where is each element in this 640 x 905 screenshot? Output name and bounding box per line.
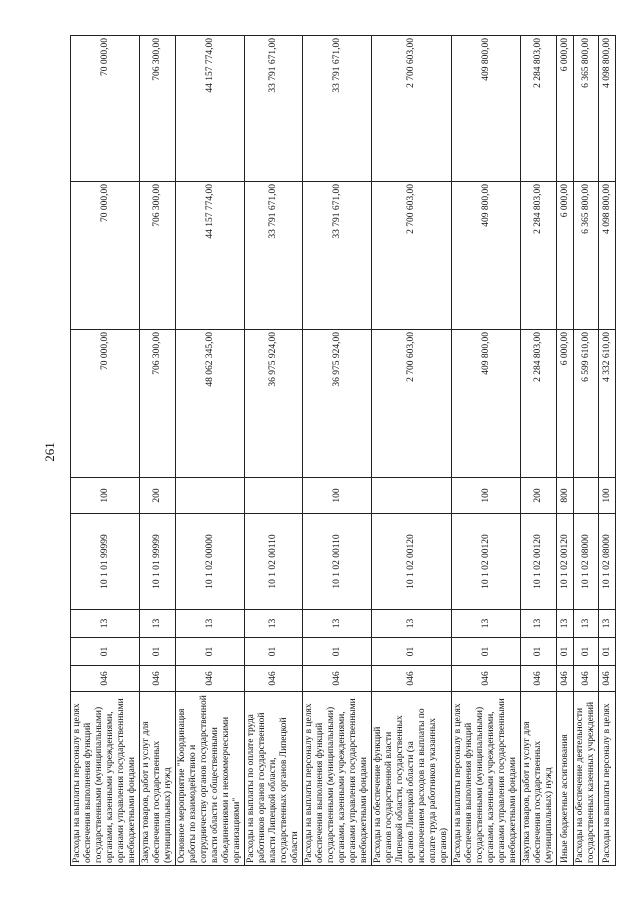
amount-year-3: 2 284 803,00	[521, 36, 557, 182]
ministry-code: 046	[303, 666, 372, 692]
target-article-code: 10 1 02 00120	[521, 514, 557, 610]
amount-year-3: 33 791 671,00	[303, 36, 372, 182]
section-code: 01	[574, 638, 599, 666]
amount-year-1: 6 599 610,00	[574, 330, 599, 478]
table-row	[303, 36, 372, 866]
ministry-code: 046	[452, 666, 521, 692]
amount-year-1: 70 000,00	[71, 330, 140, 478]
amount-year-2: 6 000,00	[557, 182, 574, 330]
expense-type-code	[245, 478, 303, 514]
amount-year-1: 36 975 924,00	[245, 330, 303, 478]
ministry-code: 046	[71, 666, 140, 692]
row-name: Расходы на выплаты по оплате труда работников органов государственной власти Липецкой области, государственных органов Липецкой области	[245, 692, 303, 866]
amount-year-2: 2 284 803,00	[521, 182, 557, 330]
ministry-code: 046	[574, 666, 599, 692]
ministry-code: 046	[245, 666, 303, 692]
row-name: Основное мероприятие "Координация работы по взаимодействию и сотрудничеству органов государственной власти области с общественными объединениями и некоммерческими организациями"	[176, 692, 245, 866]
expense-type-code: 100	[303, 478, 372, 514]
target-article-code: 10 1 02 00120	[557, 514, 574, 610]
amount-year-3: 6 000,00	[557, 36, 574, 182]
table-row	[176, 36, 245, 866]
amount-year-2: 2 700 603,00	[372, 182, 452, 330]
subsection-code: 13	[452, 610, 521, 638]
table-row	[521, 36, 557, 866]
amount-year-3: 4 098 800,00	[599, 36, 616, 182]
amount-year-2: 6 365 800,00	[574, 182, 599, 330]
table-row	[452, 36, 521, 866]
ministry-code: 046	[372, 666, 452, 692]
table-row	[574, 36, 599, 866]
amount-year-3: 6 365 800,00	[574, 36, 599, 182]
expense-type-code: 100	[599, 478, 616, 514]
subsection-code: 13	[599, 610, 616, 638]
amount-year-2: 44 157 774,00	[176, 182, 245, 330]
row-name: Расходы на обеспечение функций органов государственной власти Липецкой области, государственных органов Липецкой области (за исключением расходов на выплаты по оплате труда работников указанных органов)	[372, 692, 452, 866]
section-code: 01	[557, 638, 574, 666]
section-code: 01	[176, 638, 245, 666]
expense-type-code	[372, 478, 452, 514]
amount-year-1: 2 700 603,00	[372, 330, 452, 478]
target-article-code: 10 1 02 00110	[303, 514, 372, 610]
amount-year-3: 2 700 603,00	[372, 36, 452, 182]
amount-year-3: 44 157 774,00	[176, 36, 245, 182]
ministry-code: 046	[140, 666, 176, 692]
expense-type-code: 200	[140, 478, 176, 514]
expense-type-code	[176, 478, 245, 514]
target-article-code: 10 1 02 00110	[245, 514, 303, 610]
amount-year-1: 409 800,00	[452, 330, 521, 478]
table-row	[245, 36, 303, 866]
row-name: Иные бюджетные ассигнования	[557, 692, 574, 866]
expense-type-code: 800	[557, 478, 574, 514]
target-article-code: 10 1 01 99999	[140, 514, 176, 610]
subsection-code: 13	[521, 610, 557, 638]
amount-year-1: 48 062 345,00	[176, 330, 245, 478]
ministry-code: 046	[599, 666, 616, 692]
row-name: Закупка товаров, работ и услуг для обеспечения государственных (муниципальных) нужд	[521, 692, 557, 866]
subsection-code: 13	[557, 610, 574, 638]
amount-year-3: 409 800,00	[452, 36, 521, 182]
table-row	[372, 36, 452, 866]
rotated-table-page	[70, 36, 612, 866]
subsection-code: 13	[71, 610, 140, 638]
target-article-code: 10 1 02 08000	[599, 514, 616, 610]
table-row	[599, 36, 616, 866]
section-code: 01	[71, 638, 140, 666]
amount-year-2: 70 000,00	[71, 182, 140, 330]
target-article-code: 10 1 02 00120	[372, 514, 452, 610]
expense-type-code	[574, 478, 599, 514]
table-row	[71, 36, 140, 866]
section-code: 01	[245, 638, 303, 666]
target-article-code: 10 1 02 00120	[452, 514, 521, 610]
subsection-code: 13	[303, 610, 372, 638]
amount-year-2: 33 791 671,00	[245, 182, 303, 330]
subsection-code: 13	[372, 610, 452, 638]
subsection-code: 13	[574, 610, 599, 638]
row-name: Расходы на выплаты персоналу в целях обеспечения выполнения функций государственными (муниципальными) органами, казенными учреждениями, органами управления государственными внебюджетными фондами	[303, 692, 372, 866]
amount-year-3: 33 791 671,00	[245, 36, 303, 182]
row-name: Расходы на выплаты персоналу в целях обеспечения выполнения функций государственными (муниципальными) органами, казенными учреждениями, органами управления государственными внебюджетными фондами	[452, 692, 521, 866]
section-code: 01	[372, 638, 452, 666]
table-row	[140, 36, 176, 866]
section-code: 01	[140, 638, 176, 666]
row-name: Расходы на выплаты персоналу в целях обеспечения выполнения функций государственными (муниципальными) органами, казенными учреждениями, органами управления государственными внебюджетными фондами	[71, 692, 140, 866]
row-name: Расходы на обеспечение деятельности государственных казенных учреждений	[574, 692, 599, 866]
amount-year-2: 409 800,00	[452, 182, 521, 330]
table-body	[71, 36, 616, 866]
amount-year-3: 706 300,00	[140, 36, 176, 182]
ministry-code: 046	[521, 666, 557, 692]
amount-year-2: 33 791 671,00	[303, 182, 372, 330]
amount-year-2: 706 300,00	[140, 182, 176, 330]
subsection-code: 13	[176, 610, 245, 638]
page-number: 261	[42, 442, 57, 462]
amount-year-1: 2 284 803,00	[521, 330, 557, 478]
target-article-code: 10 1 02 00000	[176, 514, 245, 610]
ministry-code: 046	[557, 666, 574, 692]
target-article-code: 10 1 01 99999	[71, 514, 140, 610]
subsection-code: 13	[245, 610, 303, 638]
amount-year-3: 70 000,00	[71, 36, 140, 182]
section-code: 01	[521, 638, 557, 666]
row-name: Расходы на выплаты персоналу в целях	[599, 692, 616, 866]
ministry-code: 046	[176, 666, 245, 692]
amount-year-1: 36 975 924,00	[303, 330, 372, 478]
expense-type-code: 100	[71, 478, 140, 514]
amount-year-2: 4 098 800,00	[599, 182, 616, 330]
table-row	[557, 36, 574, 866]
budget-table	[70, 35, 616, 866]
subsection-code: 13	[140, 610, 176, 638]
section-code: 01	[452, 638, 521, 666]
section-code: 01	[599, 638, 616, 666]
target-article-code: 10 1 02 08000	[574, 514, 599, 610]
amount-year-1: 6 000,00	[557, 330, 574, 478]
row-name: Закупка товаров, работ и услуг для обеспечения государственных (муниципальных) нужд	[140, 692, 176, 866]
expense-type-code: 200	[521, 478, 557, 514]
section-code: 01	[303, 638, 372, 666]
amount-year-1: 706 300,00	[140, 330, 176, 478]
expense-type-code: 100	[452, 478, 521, 514]
amount-year-1: 4 332 610,00	[599, 330, 616, 478]
